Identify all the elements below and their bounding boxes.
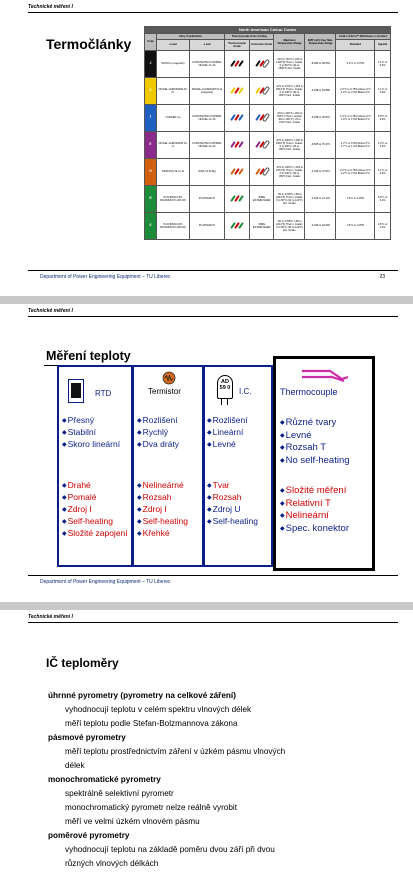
table-header: Limits of Error** (Whichever is Greater): [336, 34, 391, 40]
table-header: Code: [145, 34, 157, 51]
slide-gap: [0, 602, 413, 610]
table-cell: PLATINUM Pt: [189, 213, 224, 240]
table-header: Standard: [336, 40, 375, 51]
rtd-cons-list: [62, 480, 128, 540]
table-header: Thermocouple Color Coding: [225, 34, 274, 40]
ic-chip-icon: [217, 375, 233, 405]
table-cell: 1.7°C or 0.5% Above 0°C 1.7°C or 1.0% Below 0°C: [336, 132, 375, 159]
table-cell: -210 to 760°C (-346 to 1400°F) Therm. Grade: 0 to 816°C (32 to 1500°F) Ext. Grade: [274, 51, 305, 78]
table-cell: 1.0°C or 0.75% Above 0°C 1.0°C or 1.5% Below 0°C: [336, 105, 375, 132]
table-cell: 1.5°C or 0.25%: [336, 186, 375, 213]
list-item: ◆ Složité zapojení: [62, 528, 128, 540]
thermocouple-wire-icon: [225, 78, 250, 105]
table-cell: 0.5°C or 0.4%: [375, 105, 391, 132]
thermocouple-wire-icon: [225, 186, 250, 213]
slide-header: Technické měření I: [28, 614, 73, 620]
code-cell: S: [145, 213, 157, 240]
body-line: vyhodnocují teplotu v celém spektru vlnových délek: [65, 705, 252, 714]
table-cell: -270 to 1372°C (-454 to 2501°F) Therm. Grade: 0 to 200°C (32 to 392°F) Ext. Grade: [274, 78, 305, 105]
footer-divider: [28, 575, 398, 576]
ic-chip-label: AD 59 0: [219, 379, 231, 391]
table-cell: 1.1°C or 0.4%: [375, 78, 391, 105]
section-heading: úhrnné pyrometry (pyrometry na celkové záření): [48, 691, 236, 700]
termistor-cons-list: [137, 480, 188, 540]
table-row: [145, 213, 391, 240]
table-cell: -270 to 1300°C (-454 to 2372°F) Therm. Grade: 0 to 200°C (32 to 392°F) Ext. Grade: [274, 159, 305, 186]
thermocouple-wire-icon: [225, 105, 250, 132]
thermistor-icon: [162, 371, 176, 385]
list-item: ◆ Zdroj I: [137, 504, 188, 516]
table-row: [145, 159, 391, 186]
list-item: ◆ Self-heating: [207, 516, 258, 528]
list-item: ◆ No self-heating: [280, 455, 350, 468]
header-divider: [28, 12, 398, 13]
extension-note: WIRE ESTABLISHED: [250, 186, 274, 213]
code-cell: K: [145, 78, 157, 105]
list-item: ◆ Nelineárné: [137, 480, 188, 492]
thermocouple-wire-icon: [225, 132, 250, 159]
body-line: spektrálně selektivní pyrometr: [65, 789, 174, 798]
table-cell: 2.2°C or 0.75%: [336, 51, 375, 78]
section-heading: pásmové pyrometry: [48, 733, 126, 742]
list-item: ◆ Rozsah: [207, 492, 258, 504]
table-header: EMF (mV) Over Max. Temperature Range: [305, 34, 336, 51]
table-cell: NICKEL-CHROMIUM Ni-Cr: [157, 78, 190, 105]
slide-footer: Department of Power Engineering Equipment – TU Liberec: [40, 274, 171, 280]
extension-note: WIRE ESTABLISHED: [250, 213, 274, 240]
rtd-pros-list: [62, 415, 120, 451]
code-cell: J: [145, 51, 157, 78]
list-item: ◆ Self-heating: [137, 516, 188, 528]
table-cell: PLATINUM 10% RHODIUM Pt-10% Rh: [157, 213, 190, 240]
ic-pros-list: [207, 415, 248, 451]
thermocouple-label: Thermocouple: [280, 387, 338, 397]
extension-wire-icon: [250, 51, 274, 78]
body-line: vyhodnocují teplotu na základě poměru dvou září při dvou: [65, 845, 275, 854]
table-cell: 1.0°C or 0.4%: [375, 132, 391, 159]
list-item: ◆ Self-heating: [62, 516, 128, 528]
section-heading: monochromatické pyrometry: [48, 775, 161, 784]
table-cell: -270 to 1000°C (-454 to 1832°F) Therm. Grade: 0 to 200°C (32 to 392°F) Ext. Grade: [274, 132, 305, 159]
table-header: Maximum Temperature Range: [274, 34, 305, 51]
table-row: [145, 51, 391, 78]
footer-divider: [28, 270, 398, 271]
table-cell: CONSTANTAN COPPER-NICKEL Cu-Ni: [189, 132, 224, 159]
list-item: ◆ Drahé: [62, 480, 128, 492]
list-item: ◆ Pomalé: [62, 492, 128, 504]
table-cell: PLATINUM Pt: [189, 186, 224, 213]
list-item: ◆ Levné: [207, 439, 248, 451]
extension-wire-icon: [250, 132, 274, 159]
table-cell: CONSTANTAN COPPER-NICKEL Cu-Ni: [189, 105, 224, 132]
list-item: ◆ Rozsah: [137, 492, 188, 504]
table-cell: -50 to 1768°C (-58 to 3214°F) Therm. Grade: 0 to 50°C (32 to 122°F) Ext. Grade: [274, 186, 305, 213]
body-line: monochromatický pyrometr nelze reálně vyrobit: [65, 803, 238, 812]
code-cell: T: [145, 105, 157, 132]
thermocouple-card: [273, 356, 375, 571]
thermocouple-icon: [300, 365, 352, 383]
list-item: ◆ Složité měření: [280, 485, 349, 498]
slide-ir-thermometers: [0, 610, 413, 888]
body-line: měří teplotu podle Stefan-Bolzmannova zákona: [65, 719, 238, 728]
table-header: Special: [375, 40, 391, 51]
header-divider: [28, 622, 398, 623]
rtd-label: RTD: [95, 389, 112, 398]
table-cell: 1.1°C or 0.4%: [375, 51, 391, 78]
body-line: měří teplotu prostřednictvím záření v úzkém pásmu vlnových: [65, 747, 286, 756]
ic-label: I.C.: [239, 387, 252, 396]
body-line: různých vlnových délkách: [65, 859, 159, 868]
list-item: ◆ Rozsah T: [280, 442, 350, 455]
list-item: ◆ Zdroj I: [62, 504, 128, 516]
list-item: ◆ Levné: [280, 430, 350, 443]
table-cell: PLATINUM 13% RHODIUM Pt-13% Rh: [157, 186, 190, 213]
table-cell: 0.6°C or 0.1%: [375, 213, 391, 240]
section-heading: poměrové pyrometry: [48, 831, 130, 840]
table-cell: -6.458 to 54.886: [305, 78, 336, 105]
list-item: ◆ Rozlišení: [207, 415, 248, 427]
list-item: ◆ Různé tvary: [280, 417, 350, 430]
table-cell: IRON Fe (magnetic): [157, 51, 190, 78]
table-header: Alloy Combination: [157, 34, 225, 40]
slide-gap: [0, 296, 413, 304]
termistor-pros-list: [137, 415, 179, 451]
list-item: ◆ Přesný: [62, 415, 120, 427]
table-cell: -4.345 to 47.513: [305, 159, 336, 186]
list-item: ◆ Spec. konektor: [280, 523, 349, 536]
table-header: +Lead: [157, 40, 190, 51]
list-item: ◆ Skoro lineární: [62, 439, 120, 451]
extension-wire-icon: [250, 105, 274, 132]
slide-header: Technické měření I: [28, 308, 73, 314]
table-cell: NISIL Ni-Si-Mg: [189, 159, 224, 186]
table-cell: -270 to 400°C (-454 to 752°F) Therm. Grade: -60 to 100°C (-76 to 212°F) Ext. Grade: [274, 105, 305, 132]
table-caption: North American Colour Codes: [145, 27, 391, 34]
table-cell: NICKEL-CHROMIUM Ni-Cr: [157, 132, 190, 159]
table-cell: -0.236 to 18.693: [305, 213, 336, 240]
table-cell: 1.5°C or 0.25%: [336, 213, 375, 240]
table-cell: -50 to 1768°C (-58 to 3214°F) Therm. Grade: 0 to 50°C (32 to 122°F) Ext. Grade: [274, 213, 305, 240]
thermocouple-wire-icon: [225, 159, 250, 186]
table-cell: NICKEL-ALUMINUM Ni-Al (magnetic): [189, 78, 224, 105]
list-item: ◆ Relativní T: [280, 498, 349, 511]
table-cell: -0.226 to 21.101: [305, 186, 336, 213]
table-cell: COPPER Cu: [157, 105, 190, 132]
table-cell: -6.258 to 20.872: [305, 105, 336, 132]
table-cell: 1.1°C or 0.4%: [375, 159, 391, 186]
termistor-label: Termistor: [148, 387, 181, 396]
list-item: ◆ Rychlý: [137, 427, 179, 439]
thermocouple-wire-icon: [225, 213, 250, 240]
ic-cons-list: [207, 480, 258, 528]
slide-temperature-measurement: [0, 304, 413, 602]
table-cell: 2.2°C or 0.75% Above 0°C 2.2°C or 2.0% Below 0°C: [336, 78, 375, 105]
list-item: ◆ Lineární: [207, 427, 248, 439]
ic-card: [203, 365, 273, 567]
page-number: 23: [379, 274, 385, 280]
list-item: ◆ Zdroj U: [207, 504, 258, 516]
table-row: [145, 132, 391, 159]
page-title: Měření teploty: [46, 349, 131, 363]
list-item: ◆ Tvar: [207, 480, 258, 492]
table-row: [145, 78, 391, 105]
page-title: Termočlánky: [46, 36, 132, 52]
code-cell: N: [145, 159, 157, 186]
list-item: ◆ Nelineární: [280, 510, 349, 523]
slide-header: Technické měření I: [28, 4, 73, 10]
thermocouple-cons-list: [280, 485, 349, 535]
list-item: ◆ Stabilní: [62, 427, 120, 439]
termistor-card: [132, 365, 204, 567]
rtd-icon: [68, 379, 84, 403]
table-header: -Lead: [189, 40, 224, 51]
body-line: délek: [65, 761, 85, 770]
extension-wire-icon: [250, 159, 274, 186]
rtd-card: [57, 365, 133, 567]
list-item: ◆ Křehké: [137, 528, 188, 540]
color-codes-table: [144, 26, 391, 240]
table-cell: NICROSIL Ni-Cr-Si: [157, 159, 190, 186]
list-item: ◆ Rozlišení: [137, 415, 179, 427]
table-cell: 2.2°C or 0.75% Above 0°C 2.2°C or 2.0% Below 0°C: [336, 159, 375, 186]
table-header: Thermocouple Grade: [225, 40, 250, 51]
table-header: Extension Grade: [250, 40, 274, 51]
table-cell: -8.095 to 69.553: [305, 51, 336, 78]
table-row: [145, 105, 391, 132]
slide-footer: Department of Power Engineering Equipment – TU Liberec: [40, 579, 171, 585]
slide-thermocouples: [0, 0, 413, 296]
table-cell: CONSTANTAN COPPER-NICKEL Cu-Ni: [189, 51, 224, 78]
header-divider: [28, 316, 398, 317]
extension-wire-icon: [250, 78, 274, 105]
body-line: měří ve velmi úzkém vlnovém pásmu: [65, 817, 200, 826]
thermocouple-wire-icon: [225, 51, 250, 78]
list-item: ◆ Dva dráty: [137, 439, 179, 451]
table-row: [145, 186, 391, 213]
code-cell: E: [145, 132, 157, 159]
thermocouple-pros-list: [280, 417, 350, 467]
code-cell: R: [145, 186, 157, 213]
page-title: IČ teploměry: [46, 656, 119, 670]
table-cell: 0.6°C or 0.1%: [375, 186, 391, 213]
table-cell: -9.835 to 76.373: [305, 132, 336, 159]
